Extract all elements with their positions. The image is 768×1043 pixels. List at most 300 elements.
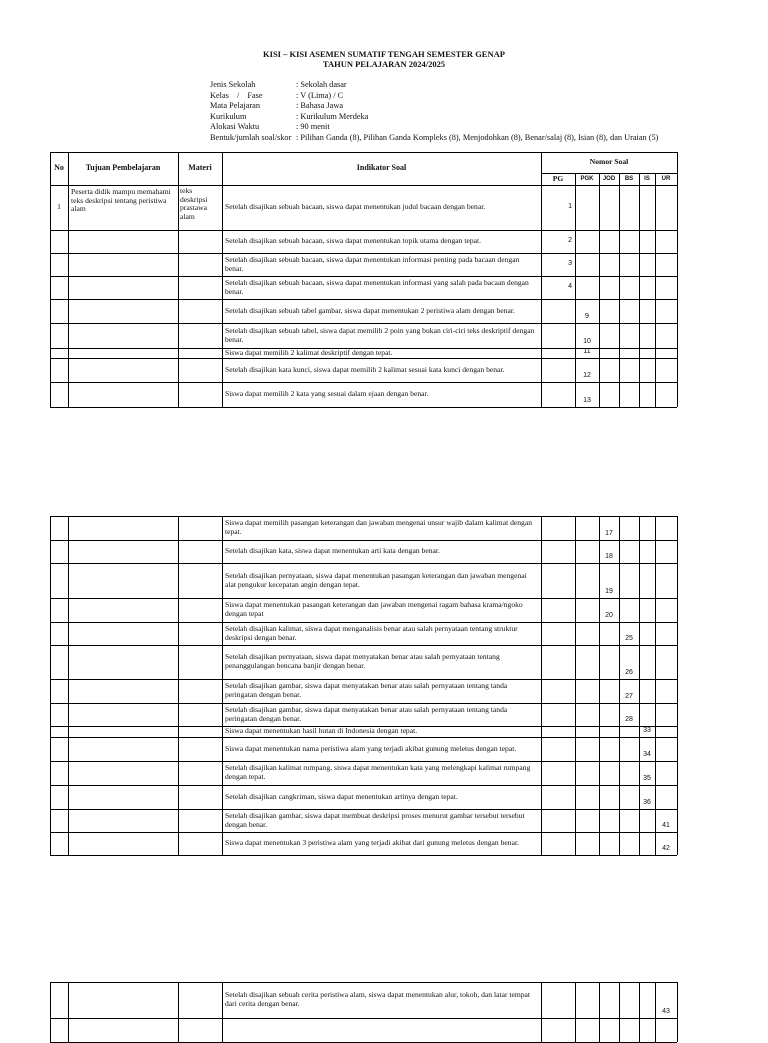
soal-ur-cell	[655, 185, 677, 230]
tujuan-cell	[68, 348, 178, 358]
soal-jod-cell	[599, 185, 619, 230]
grid-line	[50, 726, 677, 727]
info-row	[210, 101, 658, 112]
tujuan-cell	[68, 598, 178, 622]
info-value: : Sekolah dasar	[296, 80, 347, 89]
no-cell	[50, 645, 68, 679]
tujuan-cell	[68, 726, 178, 737]
soal-pgk-cell: 13	[583, 397, 591, 405]
soal-pgk-cell	[575, 622, 599, 645]
soal-is-cell	[639, 832, 655, 855]
soal-is-cell	[639, 645, 655, 679]
soal-bs-cell	[619, 230, 639, 253]
soal-ur-cell	[655, 540, 677, 563]
soal-pg-cell: 1	[568, 203, 572, 211]
materi-cell	[178, 737, 222, 761]
materi-cell	[178, 382, 222, 407]
soal-is-cell	[639, 1018, 655, 1042]
soal-ur-cell	[655, 785, 677, 809]
grid-line	[50, 703, 677, 704]
soal-pg-cell	[541, 323, 575, 348]
grid-line	[50, 622, 677, 623]
soal-pg-cell	[541, 679, 575, 703]
soal-ur-cell	[655, 358, 677, 382]
materi-cell	[178, 785, 222, 809]
soal-is-cell	[639, 540, 655, 563]
tujuan-cell	[68, 703, 178, 726]
grid-line	[68, 516, 69, 855]
soal-jod-cell	[599, 645, 619, 679]
materi-cell	[178, 230, 222, 253]
info-label: Alokasi Waktu	[210, 122, 260, 131]
soal-pgk-cell	[575, 809, 599, 832]
info-value: : Kurikulum Merdeka	[296, 111, 369, 121]
materi-cell	[178, 645, 222, 679]
soal-is-cell	[639, 563, 655, 598]
soal-pgk-cell: 10	[583, 338, 591, 346]
materi-cell	[178, 726, 222, 737]
tujuan-cell	[68, 785, 178, 809]
soal-pgk-cell	[575, 253, 599, 276]
indikator-cell: Siswa dapat memilih 2 kata yang sesuai dalam ejaan dengan benar.	[225, 389, 429, 399]
soal-ur-cell	[655, 726, 677, 737]
grid-line	[50, 382, 677, 383]
soal-bs-cell	[619, 598, 639, 622]
grid-line	[599, 516, 600, 855]
soal-ur-cell	[655, 645, 677, 679]
tujuan-cell: Peserta didik mampu memahami teks deskripsi tentang peristiwa alam	[71, 187, 171, 214]
info-label: Mata Pelajaran	[210, 101, 260, 110]
grid-line	[639, 173, 640, 185]
grid-line	[222, 185, 223, 407]
info-value: : Pilihan Ganda (8), Pilihan Ganda Kompleks (8), Menjodohkan (8), Benar/salaj (8), Isian (8), dan Uraian (5)	[296, 132, 659, 142]
soal-jod-cell	[599, 679, 619, 703]
grid-line	[50, 276, 677, 277]
soal-bs-cell	[619, 299, 639, 323]
header-indikator: Indikator Soal	[356, 163, 407, 173]
soal-pgk-cell: 12	[583, 372, 591, 380]
grid-line	[50, 516, 51, 855]
grid-line	[222, 982, 223, 1042]
info-row	[210, 112, 658, 123]
materi-cell	[178, 809, 222, 832]
indikator-cell: Siswa dapat memilih pasangan keterangan dan jawaban mengenai unsur wajib dalam kalimat dengan tepat.	[225, 518, 533, 536]
soal-pgk-cell	[575, 276, 599, 299]
no-cell	[50, 598, 68, 622]
soal-is-cell	[639, 230, 655, 253]
materi-cell: teks deskripsi prastawa alam	[180, 186, 208, 221]
indikator-cell: Setelah disajikan pernyataan, siswa dapat menyatakan benar atau salah pernyataan tentang penanggulangan bencana banjir dengan benar.	[225, 652, 500, 670]
materi-cell	[178, 323, 222, 348]
grid-line	[68, 185, 69, 407]
soal-ur-cell	[655, 299, 677, 323]
materi-cell	[178, 358, 222, 382]
tujuan-cell	[68, 358, 178, 382]
soal-pg-cell	[541, 761, 575, 785]
no-cell	[50, 276, 68, 299]
soal-jod-cell	[599, 737, 619, 761]
soal-pgk-cell	[575, 185, 599, 230]
no-cell	[50, 1018, 68, 1042]
grid-line	[677, 185, 678, 407]
info-label: Kelas / Fase	[210, 90, 263, 100]
grid-line	[541, 982, 542, 1042]
no-cell	[50, 299, 68, 323]
grid-line	[50, 1018, 677, 1019]
no-cell	[50, 809, 68, 832]
soal-is-cell	[639, 516, 655, 540]
grid-line	[50, 323, 677, 324]
soal-bs-cell	[619, 323, 639, 348]
grid-line	[68, 152, 69, 185]
soal-pg-cell	[541, 563, 575, 598]
soal-ur-cell	[655, 563, 677, 598]
soal-pgk-cell	[575, 726, 599, 737]
grid-line	[68, 982, 69, 1042]
no-cell	[50, 703, 68, 726]
soal-bs-cell	[619, 276, 639, 299]
grid-line	[50, 563, 677, 564]
soal-pgk-cell	[575, 230, 599, 253]
soal-bs-cell	[619, 185, 639, 230]
materi-cell	[178, 563, 222, 598]
tujuan-cell	[68, 982, 178, 1018]
grid-line	[619, 982, 620, 1042]
soal-bs-cell	[619, 982, 639, 1018]
tujuan-cell	[68, 276, 178, 299]
soal-jod-cell: 19	[605, 588, 613, 596]
grid-line	[541, 185, 542, 407]
indikator-cell	[222, 1018, 541, 1042]
indikator-cell: Setelah disajikan kata kunci, siswa dapat memilih 2 kalimat sesuai kata kunci dengan benar.	[225, 364, 505, 374]
indikator-cell: Siswa dapat menentukan pasangan keterangan dan jawaban mengenai ragam bahasa krama/ngoko dengan tepat	[225, 600, 523, 618]
materi-cell	[178, 761, 222, 785]
tujuan-cell	[68, 382, 178, 407]
grid-line	[619, 516, 620, 855]
indikator-cell: Setelah disajikan kata, siswa dapat menentukan arti kata dengan benar.	[225, 546, 440, 556]
document-subtitle: TAHUN PELAJARAN 2024/2025	[322, 59, 446, 69]
grid-line	[50, 358, 677, 359]
grid-line	[575, 982, 576, 1042]
soal-ur-cell	[655, 737, 677, 761]
soal-ur-cell	[655, 323, 677, 348]
soal-jod-cell: 20	[605, 612, 613, 620]
grid-line	[50, 185, 677, 186]
soal-bs-cell	[619, 761, 639, 785]
grid-line	[50, 982, 677, 983]
grid-line	[50, 645, 677, 646]
tujuan-cell	[68, 761, 178, 785]
header-jod: JOD	[602, 175, 616, 182]
soal-bs-cell	[619, 563, 639, 598]
grid-line	[541, 173, 677, 174]
tujuan-cell	[68, 540, 178, 563]
header-materi: Materi	[188, 163, 212, 173]
grid-line	[50, 152, 677, 153]
header-nomor-soal: Nomor Soal	[589, 157, 629, 167]
soal-jod-cell	[599, 832, 619, 855]
tujuan-cell	[68, 323, 178, 348]
grid-line	[655, 173, 656, 185]
soal-pg-cell	[541, 598, 575, 622]
no-cell	[50, 761, 68, 785]
no-cell	[50, 516, 68, 540]
grid-line	[599, 185, 600, 407]
tujuan-cell	[68, 809, 178, 832]
no-cell	[50, 230, 68, 253]
grid-line	[50, 832, 677, 833]
soal-bs-cell	[619, 348, 639, 358]
soal-pgk-cell	[575, 703, 599, 726]
soal-is-cell	[639, 276, 655, 299]
info-row	[210, 133, 658, 144]
soal-ur-cell	[655, 1018, 677, 1042]
info-value: : V (Lima) / C	[296, 90, 344, 100]
soal-jod-cell	[599, 785, 619, 809]
soal-pg-cell: 2	[568, 237, 572, 245]
soal-bs-cell	[619, 358, 639, 382]
soal-bs-cell	[619, 785, 639, 809]
grid-line	[50, 185, 51, 407]
info-value: : 90 menit	[296, 122, 330, 131]
soal-pgk-cell	[575, 540, 599, 563]
soal-is-cell	[639, 982, 655, 1018]
document-title: KISI – KISI ASEMEN SUMATIF TENGAH SEMESTER GENAP	[263, 49, 505, 59]
materi-cell	[178, 348, 222, 358]
grid-line	[655, 516, 656, 855]
materi-cell	[178, 516, 222, 540]
soal-is-cell: 34	[643, 751, 651, 759]
grid-line	[677, 152, 678, 185]
tujuan-cell	[68, 253, 178, 276]
no-cell: 1	[57, 202, 61, 212]
soal-is-cell	[639, 809, 655, 832]
soal-ur-cell	[655, 598, 677, 622]
soal-is-cell	[639, 382, 655, 407]
indikator-cell: Setelah disajikan gambar, siswa dapat menyatakan benar atau salah pernyataan tentang tanda peringatan dengan benar.	[225, 681, 508, 699]
tujuan-cell	[68, 645, 178, 679]
grid-line	[575, 173, 576, 185]
soal-is-cell	[639, 323, 655, 348]
soal-is-cell	[639, 348, 655, 358]
materi-cell	[178, 598, 222, 622]
indikator-cell: Setelah disajikan kalimat rumpang, siswa dapat menentukan kata yang melengkapi kalimat rumpang dengan tepat.	[225, 763, 531, 781]
indikator-cell: Setelah disajikan sebuah bacaan, siswa dapat menentukan topik utama dengan tepat.	[225, 236, 481, 246]
soal-pg-cell: 4	[568, 283, 572, 291]
soal-pgk-cell	[575, 982, 599, 1018]
soal-bs-cell: 28	[625, 716, 633, 724]
indikator-cell: Setelah disajikan sebuah bacaan, siswa dapat menentukan judul bacaan dengan benar.	[225, 202, 486, 212]
grid-line	[222, 516, 223, 855]
soal-ur-cell	[655, 622, 677, 645]
grid-line	[178, 152, 179, 185]
no-cell	[50, 726, 68, 737]
soal-ur-cell	[655, 348, 677, 358]
soal-jod-cell	[599, 348, 619, 358]
grid-line	[655, 982, 656, 1042]
soal-ur-cell: 42	[662, 845, 670, 853]
grid-line	[50, 809, 677, 810]
soal-pg-cell	[541, 726, 575, 737]
materi-cell	[178, 832, 222, 855]
no-cell	[50, 540, 68, 563]
grid-line	[599, 173, 600, 185]
grid-line	[639, 185, 640, 407]
soal-ur-cell	[655, 761, 677, 785]
soal-is-cell: 33	[643, 727, 651, 735]
no-cell	[50, 323, 68, 348]
indikator-cell: Siswa dapat menentukan 3 peristiwa alam yang terjadi akibat dari gunung meletus dengan benar.	[225, 838, 519, 848]
soal-ur-cell	[655, 516, 677, 540]
soal-pg-cell	[541, 1018, 575, 1042]
soal-bs-cell	[619, 516, 639, 540]
grid-line	[639, 982, 640, 1042]
grid-line	[50, 253, 677, 254]
soal-jod-cell	[599, 358, 619, 382]
soal-jod-cell	[599, 1018, 619, 1042]
materi-cell	[178, 679, 222, 703]
materi-cell	[178, 1018, 222, 1042]
soal-pg-cell	[541, 382, 575, 407]
soal-pg-cell	[541, 540, 575, 563]
soal-pgk-cell	[575, 598, 599, 622]
header-bs: BS	[624, 175, 634, 182]
soal-pgk-cell	[575, 761, 599, 785]
soal-ur-cell: 41	[662, 822, 670, 830]
info-row	[210, 80, 658, 91]
info-value: : Bahasa Jawa	[296, 101, 343, 110]
soal-jod-cell	[599, 982, 619, 1018]
indikator-cell: Setelah disajikan sebuah bacaan, siswa dapat menentukan informasi yang salah pada bacaan dengan benar.	[225, 277, 529, 296]
soal-ur-cell: 43	[662, 1008, 670, 1016]
grid-line	[50, 761, 677, 762]
materi-cell	[178, 703, 222, 726]
materi-cell	[178, 299, 222, 323]
grid-line	[50, 982, 51, 1042]
soal-is-cell	[639, 185, 655, 230]
grid-line	[599, 982, 600, 1042]
header-pgk: PGK	[580, 175, 594, 182]
soal-pgk-cell	[575, 645, 599, 679]
soal-jod-cell	[599, 622, 619, 645]
tujuan-cell	[68, 299, 178, 323]
indikator-cell: Setelah disajikan gambar, siswa dapat menyatakan benar atau salah pernyataan tentang tanda peringatan dengan benar.	[225, 704, 508, 723]
grid-line	[50, 540, 677, 541]
grid-line	[655, 185, 656, 407]
soal-ur-cell	[655, 679, 677, 703]
soal-bs-cell	[619, 809, 639, 832]
soal-bs-cell	[619, 1018, 639, 1042]
soal-jod-cell	[599, 382, 619, 407]
document-info	[210, 80, 658, 143]
soal-is-cell: 35	[643, 775, 651, 783]
soal-bs-cell	[619, 540, 639, 563]
grid-line	[178, 185, 179, 407]
soal-pgk-cell	[575, 1018, 599, 1042]
grid-line	[50, 598, 677, 599]
tujuan-cell	[68, 832, 178, 855]
grid-line	[677, 516, 678, 855]
no-cell	[50, 679, 68, 703]
soal-bs-cell: 27	[625, 693, 633, 701]
no-cell	[50, 382, 68, 407]
soal-jod-cell	[599, 809, 619, 832]
soal-bs-cell: 26	[625, 669, 633, 677]
soal-is-cell	[639, 679, 655, 703]
grid-line	[639, 516, 640, 855]
grid-line	[50, 737, 677, 738]
grid-line	[178, 516, 179, 855]
soal-pg-cell	[541, 785, 575, 809]
soal-is-cell	[639, 598, 655, 622]
header-ur: UR	[661, 175, 671, 182]
grid-line	[178, 982, 179, 1042]
indikator-cell: Setelah disajikan sebuah cerita peristiwa alam, siswa dapat menentukan alur, tokoh, dan latar tempat dari cerita dengan benar.	[225, 990, 531, 1008]
materi-cell	[178, 622, 222, 645]
tujuan-cell	[68, 1018, 178, 1042]
tujuan-cell	[68, 622, 178, 645]
soal-pg-cell	[541, 809, 575, 832]
grid-line	[50, 516, 677, 517]
grid-line	[50, 1042, 677, 1043]
no-cell	[50, 563, 68, 598]
soal-ur-cell	[655, 230, 677, 253]
tujuan-cell	[68, 679, 178, 703]
tujuan-cell	[68, 737, 178, 761]
soal-bs-cell	[619, 832, 639, 855]
soal-jod-cell	[599, 761, 619, 785]
grid-line	[50, 230, 677, 231]
soal-pg-cell: 3	[568, 260, 572, 268]
indikator-cell: Setelah disajikan sebuah bacaan, siswa dapat menentukan informasi penting pada bacaan dengan benar.	[225, 254, 520, 273]
indikator-cell: Setelah disajikan gambar, siswa dapat membuat deskripsi proses menurut gambar tersebut tersebut dengan benar.	[225, 810, 525, 829]
soal-ur-cell	[655, 253, 677, 276]
indikator-cell: Siswa dapat menentukan nama peristiwa alam yang terjadi akibat gunung meletus dengan tepat.	[225, 743, 517, 753]
grid-line	[50, 299, 677, 300]
soal-ur-cell	[655, 276, 677, 299]
grid-line	[50, 785, 677, 786]
header-pg: PG	[552, 173, 564, 183]
grid-line	[50, 679, 677, 680]
tujuan-cell	[68, 563, 178, 598]
soal-bs-cell	[619, 382, 639, 407]
soal-is-cell	[639, 358, 655, 382]
indikator-cell: Setelah disajikan pernyataan, siswa dapat menentukan pasangan keterangan dan jawaban mengenai alat pengukur kecepatan angin dengan tepat.	[225, 570, 527, 589]
materi-cell	[178, 276, 222, 299]
soal-is-cell	[639, 299, 655, 323]
grid-line	[50, 407, 677, 408]
info-label: Jenis Sekolah	[210, 80, 256, 89]
soal-pg-cell	[541, 982, 575, 1018]
grid-line	[50, 348, 677, 349]
indikator-cell: Setelah disajikan kalimat, siswa dapat menganalisis benar atau salah pernyataan tentang struktur deskripsi dengan benar.	[225, 623, 518, 642]
no-cell	[50, 253, 68, 276]
soal-pg-cell	[541, 737, 575, 761]
indikator-cell: Setelah disajikan sebuah tabel, siswa dapat memilih 2 poin yang bukan ciri-ciri teks deskriptif dengan benar.	[225, 325, 535, 344]
materi-cell	[178, 540, 222, 563]
info-label: Bentuk/jumlah soal/skor	[210, 132, 292, 142]
header-no: No	[54, 163, 64, 173]
soal-jod-cell: 18	[605, 553, 613, 561]
soal-pg-cell	[541, 358, 575, 382]
soal-ur-cell	[655, 382, 677, 407]
materi-cell	[178, 982, 222, 1018]
grid-line	[541, 152, 542, 185]
soal-bs-cell: 25	[625, 635, 633, 643]
soal-is-cell	[639, 622, 655, 645]
no-cell	[50, 832, 68, 855]
soal-jod-cell	[599, 299, 619, 323]
